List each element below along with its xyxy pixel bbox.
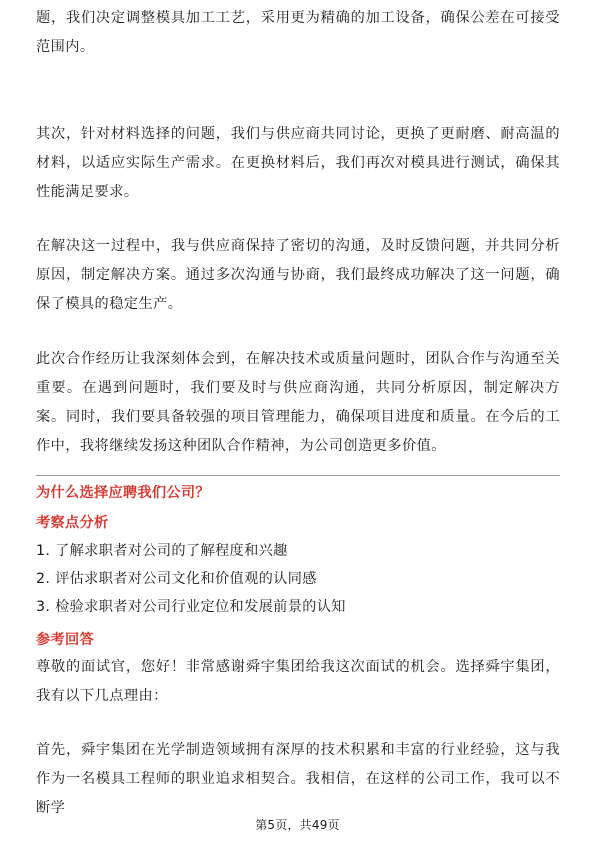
analysis-item: 3. 检验求职者对公司行业定位和发展前景的认知: [36, 599, 346, 615]
paragraph-communication: 在解决这一过程中，我与供应商保持了密切的沟通，及时反馈问题，并共同分析原因，制定解决方案。通过多次沟通与协商，我们最终成功解决了这一问题，确保了模具的稳定生产。: [36, 238, 560, 312]
analysis-item: 1. 了解求职者对公司的了解程度和兴趣: [36, 543, 288, 559]
answer-paragraph-intro: 尊敬的面试官，您好！非常感谢舜宇集团给我这次面试的机会。选择舜宇集团，我有以下几点理由：: [36, 659, 560, 704]
answer-heading: 参考回答: [36, 632, 94, 648]
answer-paragraph-first-reason: 首先，舜宇集团在光学制造领域拥有深厚的技术积累和丰富的行业经验，这与我作为一名模具工程师的职业追求相契合。我相信，在这样的公司工作，我可以不断学: [36, 742, 560, 816]
analysis-heading: 考察点分析: [36, 515, 109, 531]
paragraph-reflection: 此次合作经历让我深刻体会到，在解决技术或质量问题时，团队合作与沟通至关重要。在遇到问题时，我们要及时与供应商沟通，共同分析原因，制定解决方案。同时，我们要具备较强的项目管理能力，确保项目进度和质量。在今后的工作中，我将继续发扬这种团队合作精神，为公司创造更多价值。: [36, 351, 560, 454]
question-title: 为什么选择应聘我们公司？: [36, 485, 210, 501]
paragraph-material-selection: 其次，针对材料选择的问题，我们与供应商共同讨论，更换了更耐磨、耐高温的材料，以适应实际生产需求。在更换材料后，我们再次对模具进行测试，确保其性能满足要求。: [36, 126, 560, 200]
analysis-item: 2. 评估求职者对公司文化和价值观的认同感: [36, 571, 317, 587]
page-number: 第5页，共49页: [255, 818, 340, 832]
section-divider: [36, 475, 560, 476]
paragraph-process-adjustment: 题，我们决定调整模具加工工艺，采用更为精确的加工设备，确保公差在可接受范围内。: [36, 10, 560, 55]
document-page: [36, 0, 560, 842]
